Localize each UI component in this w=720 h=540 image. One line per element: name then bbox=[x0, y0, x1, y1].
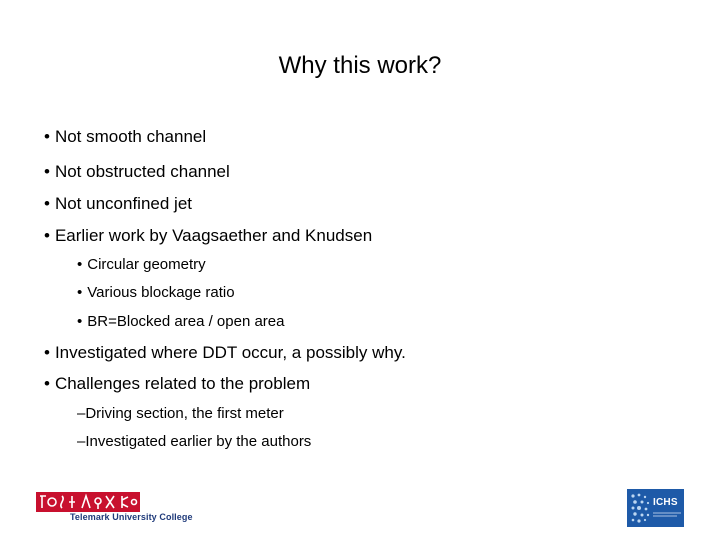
bullet-text: Various blockage ratio bbox=[87, 284, 235, 301]
dash-marker: – bbox=[77, 405, 86, 422]
sub-bullet-item bbox=[77, 284, 235, 301]
bullet-marker: • bbox=[44, 194, 50, 213]
bullet-item bbox=[44, 127, 206, 147]
bullet-text: Challenges related to the problem bbox=[54, 374, 311, 393]
bullet-marker: • bbox=[77, 313, 83, 330]
bullet-marker: • bbox=[77, 284, 83, 301]
bullet-text: Investigated earlier by the authors bbox=[85, 433, 312, 450]
bullet-text: Not obstructed channel bbox=[54, 162, 230, 181]
telemark-logo bbox=[36, 492, 204, 524]
bullet-text: Not unconfined jet bbox=[54, 194, 192, 213]
bullet-text: Earlier work by Vaagsaether and Knudsen bbox=[54, 226, 373, 245]
page-title: Why this work? bbox=[278, 52, 442, 79]
bullet-marker: • bbox=[44, 127, 50, 146]
bullet-text: Circular geometry bbox=[87, 256, 206, 273]
sub-bullet-item bbox=[77, 405, 284, 422]
logo-label: ICHS bbox=[653, 497, 678, 508]
bullet-item bbox=[44, 194, 192, 214]
bullet-text: Investigated where DDT occur, a possibly why. bbox=[54, 343, 406, 362]
logo-label: Telemark University College bbox=[70, 512, 193, 522]
sub-bullet-item bbox=[77, 313, 284, 330]
sub-bullet-item bbox=[77, 256, 206, 273]
dot-pattern-icon bbox=[629, 491, 653, 525]
bullet-text: Not smooth channel bbox=[54, 127, 207, 146]
bullet-item bbox=[44, 343, 406, 363]
logo-subtext-icon bbox=[653, 511, 681, 519]
bullet-text: BR=Blocked area / open area bbox=[87, 313, 285, 330]
bullet-item bbox=[44, 226, 372, 246]
ichs-logo bbox=[627, 489, 684, 527]
bullet-marker: • bbox=[44, 343, 50, 362]
bullet-marker: • bbox=[44, 162, 50, 181]
bullet-marker: • bbox=[77, 256, 83, 273]
rune-glyphs-icon bbox=[38, 492, 138, 512]
bullet-item bbox=[44, 374, 310, 394]
bullet-marker: • bbox=[44, 374, 50, 393]
dash-marker: – bbox=[77, 433, 86, 450]
bullet-marker: • bbox=[44, 226, 50, 245]
bullet-text: Driving section, the first meter bbox=[85, 405, 284, 422]
bullet-item bbox=[44, 162, 230, 182]
sub-bullet-item bbox=[77, 433, 311, 450]
